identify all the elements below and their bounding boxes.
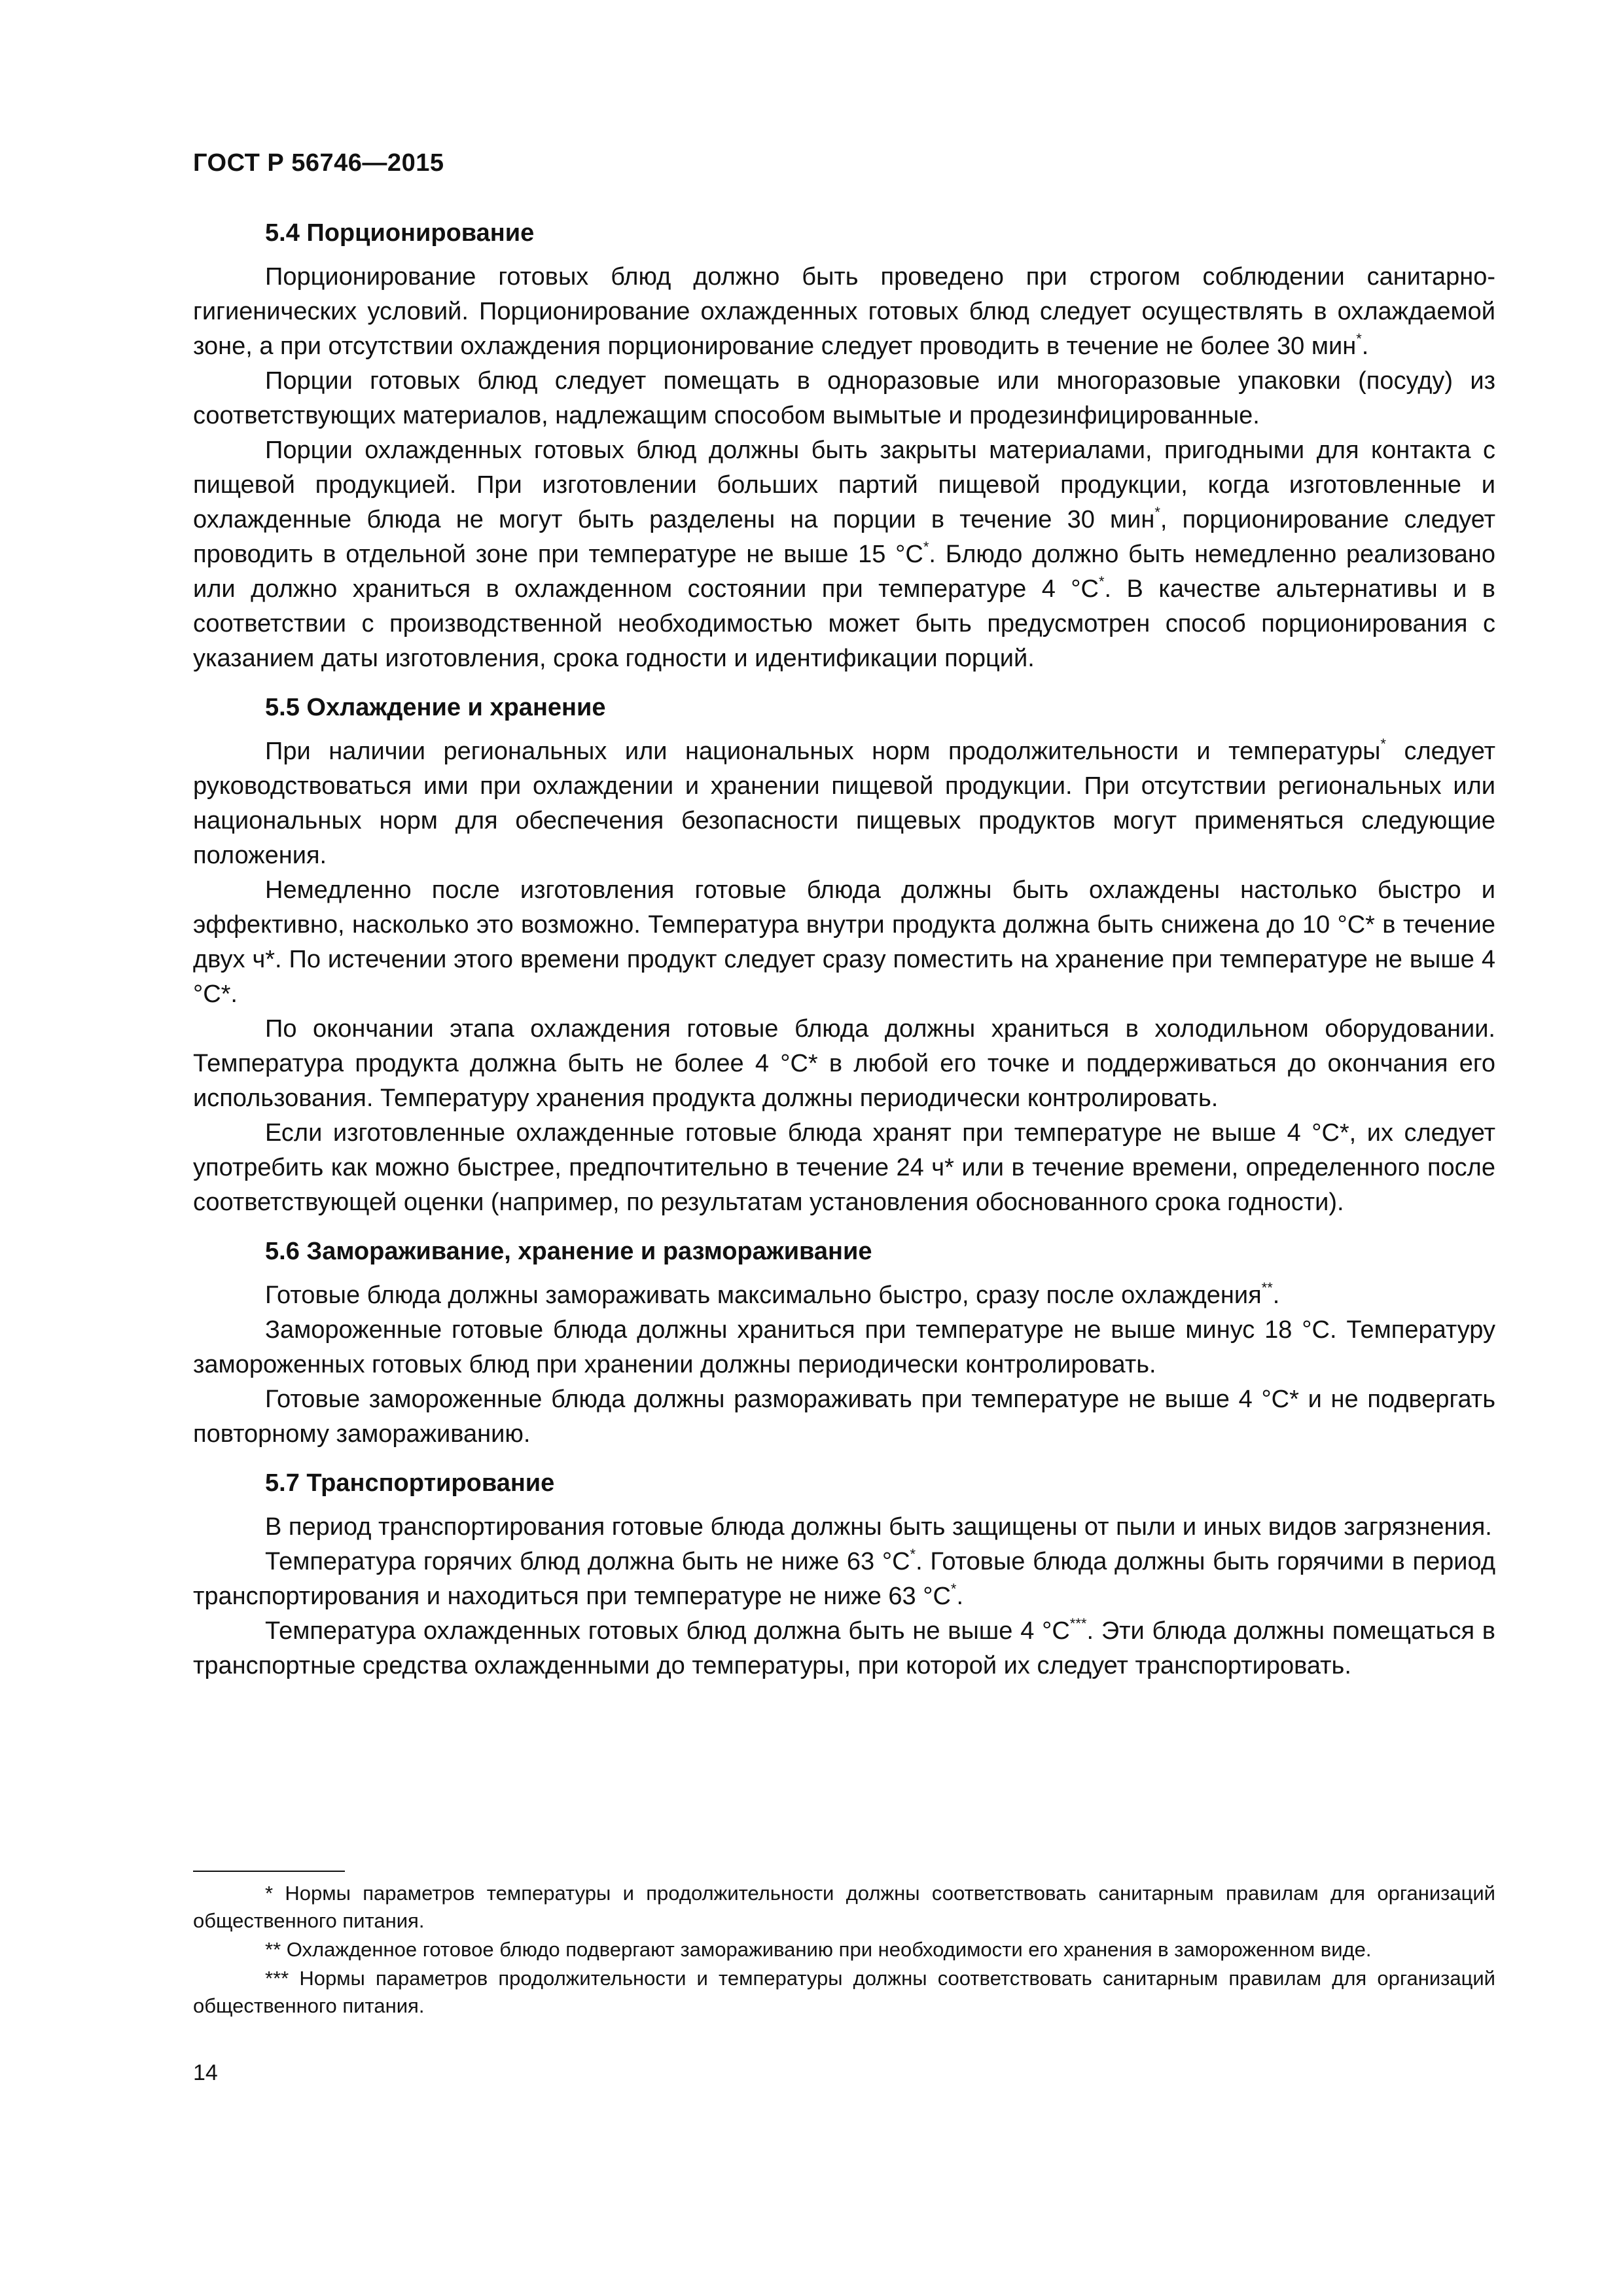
paragraph-text: . Готовые блюда должны быть горячими в период транспортирования и находиться при температуре не ниже 63 °С xyxy=(193,1548,1496,1610)
paragraph xyxy=(193,433,1495,676)
paragraph-text: Готовые блюда должны замораживать максимально быстро, сразу после охлаждения xyxy=(265,1282,1262,1309)
section-title: 5.6 Замораживание, хранение и размораживание xyxy=(265,1238,872,1265)
document-code: ГОСТ Р 56746—2015 xyxy=(193,149,444,177)
paragraph-text: . Блюдо должно быть немедленно реализовано или должно храниться в охлажденном состоянии при температуре 4 °С xyxy=(193,541,1495,603)
document-body xyxy=(193,216,1495,1698)
paragraph-text: Если изготовленные охлажденные готовые блюда хранят при температуре не выше 4 °С*, их следует употребить как можно быстрее, предпочтительно в течение 24 ч* или в течение времени, определенного после соответствующей оценки (например, по результатам установления обоснованного срока годности). xyxy=(193,1119,1495,1216)
paragraph xyxy=(193,1510,1495,1545)
paragraph-text: При наличии региональных или национальных норм продолжительности и температуры xyxy=(265,738,1381,765)
paragraph xyxy=(193,873,1495,1012)
paragraph-text: Температура горячих блюд должна быть не ниже 63 °С xyxy=(265,1548,910,1575)
footnote-1: * Нормы параметров температуры и продолжительности должны соответствовать санитарным правилам для организаций общественного питания. xyxy=(193,1882,1495,1932)
paragraph-text: Температура охлажденных готовых блюд должна быть не выше 4 °С xyxy=(265,1617,1070,1645)
section-title: 5.5 Охлаждение и хранение xyxy=(265,694,606,721)
paragraph-text: . Эти блюда должны помещаться в транспортные средства охлажденными до температуры, при которой их следует транспортировать. xyxy=(193,1617,1495,1679)
paragraph-text: Порции охлажденных готовых блюд должны быть закрыты материалами, пригодными для контакта с пищевой продукцией. При изготовлении больших партий пищевой продукции, когда изготовленные и охлажденные блюда не могут быть разделены на порции в течение 30 мин xyxy=(193,437,1495,533)
paragraph-text: Готовые замороженные блюда должны размораживать при температуре не выше 4 °С* и не подвергать повторному замораживанию. xyxy=(193,1386,1495,1448)
paragraph-text: Порционирование готовых блюд должно быть проведено при строгом соблюдении санитарно-гигиенических условий. Порционирование охлажденных готовых блюд следует осуществлять в охлаждаемой зоне, а при отсутствии охлаждения порционирование следует проводить в течение не более 30 мин xyxy=(193,263,1495,360)
paragraph xyxy=(193,734,1495,873)
footnote-divider xyxy=(193,1871,345,1872)
footnote-marker: * xyxy=(910,1546,916,1562)
paragraph xyxy=(193,260,1495,364)
footnote-marker: ** xyxy=(1261,1280,1273,1296)
footnotes xyxy=(193,1880,1495,2021)
paragraph-text: В период транспортирования готовые блюда должны быть защищены от пыли и иных видов загрязнения. xyxy=(265,1513,1492,1541)
paragraph xyxy=(193,1614,1495,1683)
footnote-2: ** Охлажденное готовое блюдо подвергают замораживанию при необходимости его хранения в замороженном виде. xyxy=(265,1938,1372,1961)
section-1 xyxy=(193,216,1495,676)
section-3 xyxy=(193,1234,1495,1452)
footnote-marker: *** xyxy=(1069,1615,1087,1632)
footnote-marker: * xyxy=(1356,331,1362,347)
paragraph xyxy=(193,1012,1495,1116)
paragraph-text: . xyxy=(1272,1282,1280,1309)
footnote-marker: * xyxy=(1154,504,1160,520)
paragraph-text: Порции готовых блюд следует помещать в одноразовые или многоразовые упаковки (посуду) из соответствующих материалов, надлежащим способом вымытые и продезинфицированные. xyxy=(193,367,1495,429)
paragraph xyxy=(193,1382,1495,1452)
paragraph-text: , порционирование следует проводить в отдельной зоне при температуре не выше 15 °С xyxy=(193,506,1496,568)
section-title: 5.4 Порционирование xyxy=(265,219,535,247)
paragraph-text: Немедленно после изготовления готовые блюда должны быть охлаждены настолько быстро и эффективно, насколько это возможно. Температура внутри продукта должна быть снижена до 10 °С* в течение двух ч*. По истечении этого времени продукт следует сразу поместить на хранение при температуре не выше 4 °С*. xyxy=(193,876,1495,1008)
footnote-marker: * xyxy=(1098,573,1105,590)
footnote-marker: * xyxy=(1380,736,1386,752)
paragraph-text: По окончании этапа охлаждения готовые блюда должны храниться в холодильном оборудовании. Температура продукта должна быть не более 4 °С* в любой его точке и поддерживаться до окончания его использования. Температуру хранения продукта должны периодически контролировать. xyxy=(193,1015,1495,1112)
paragraph-text: . xyxy=(956,1583,964,1610)
paragraph xyxy=(193,1278,1495,1313)
section-title: 5.7 Транспортирование xyxy=(265,1469,555,1497)
footnote-marker: * xyxy=(923,539,929,555)
section-4 xyxy=(193,1466,1495,1683)
footnote-3: *** Нормы параметров продолжительности и температуры должны соответствовать санитарным правилам для организаций общественного питания. xyxy=(193,1967,1495,2017)
paragraph-text: . xyxy=(1361,332,1369,360)
section-2 xyxy=(193,691,1495,1220)
paragraph xyxy=(193,1116,1495,1220)
footnote-marker: * xyxy=(950,1581,957,1597)
paragraph xyxy=(193,1313,1495,1382)
page-number: 14 xyxy=(193,2060,218,2085)
paragraph-text: Замороженные готовые блюда должны храниться при температуре не выше минус 18 °С. Температуру замороженных готовых блюд при хранении должны периодически контролировать. xyxy=(193,1316,1495,1378)
paragraph-text: следует руководствоваться ими при охлаждении и хранении пищевой продукции. При отсутствии региональных или национальных норм для обеспечения безопасности пищевых продуктов могут применяться следующие положения. xyxy=(193,738,1495,869)
paragraph xyxy=(193,364,1495,433)
paragraph xyxy=(193,1545,1495,1614)
paragraph-text: . В качестве альтернативы и в соответствии с производственной необходимостью может быть предусмотрен способ порционирования с указанием даты изготовления, срока годности и идентификации порций. xyxy=(193,575,1495,672)
